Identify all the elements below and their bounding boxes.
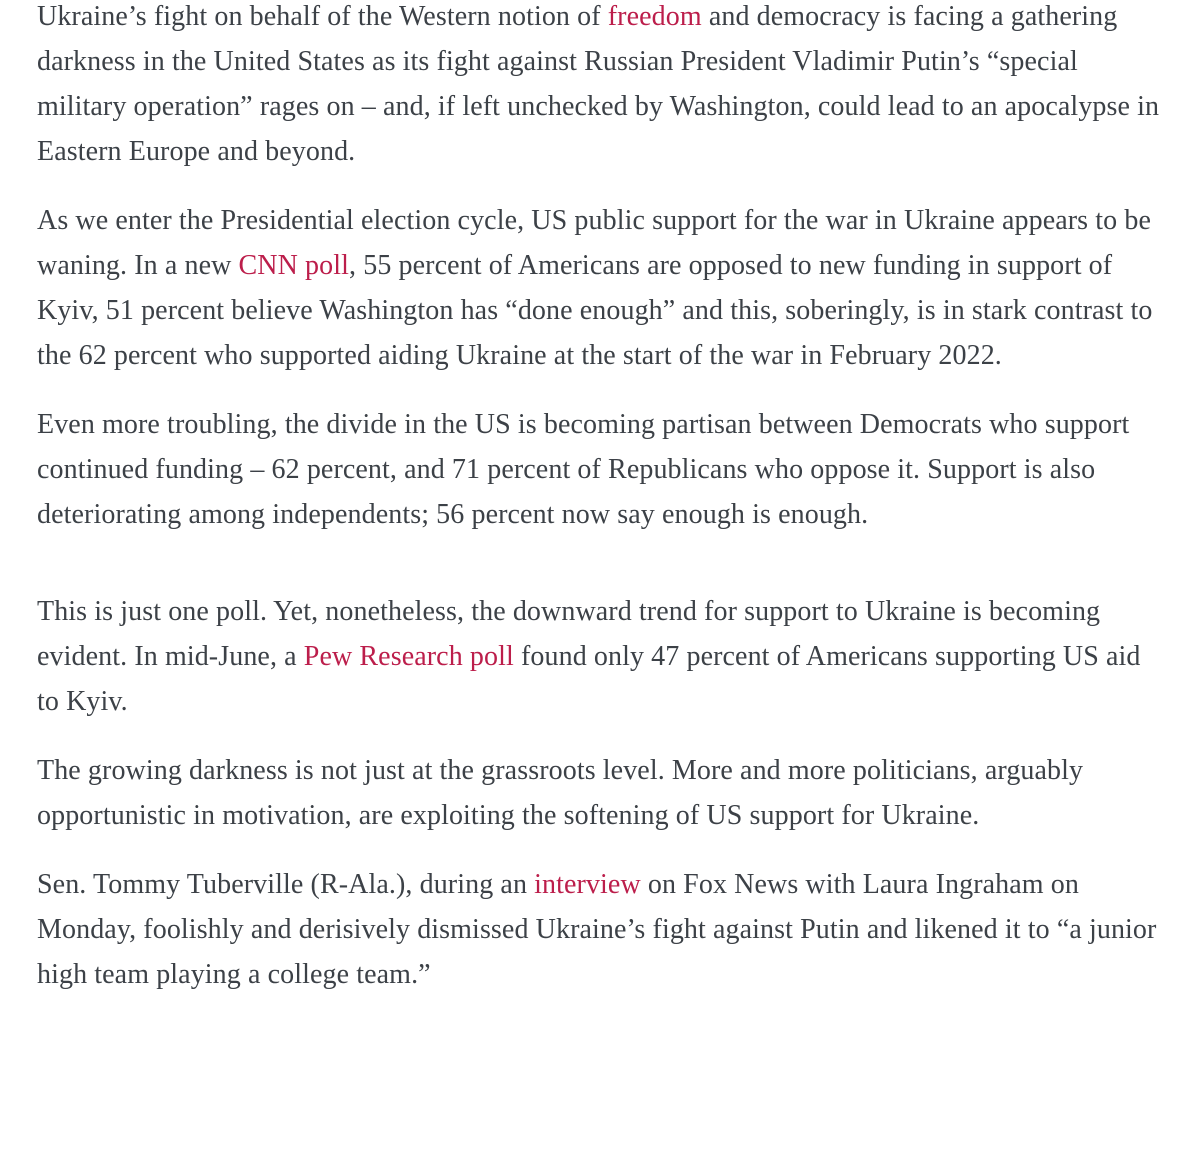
freedom-link[interactable]: freedom (607, 1, 702, 32)
paragraph: Sen. Tommy Tuberville (R-Ala.), during an interview on Fox News with Laura Ingraham on Monday, foolishly and derisively dismissed Ukraine’s fight against Putin and likened it to “a junior high team playing a college team.” (37, 869, 1157, 990)
paragraph: The growing darkness is not just at the grassroots level. More and more politicians, arguably opportunistic in motivation, are exploiting the softening of US support for Ukraine. (37, 755, 1084, 831)
paragraph: This is just one poll. Yet, nonetheless, the downward trend for support to Ukraine is becoming evident. In mid-June, a Pew Research poll found only 47 percent of Americans supporting US aid to Kyiv. (37, 596, 1141, 717)
interview-link[interactable]: interview (534, 869, 641, 900)
paragraph: Even more troubling, the divide in the US is becoming partisan between Democrats who support continued funding – 62 percent, and 71 percent of Republicans who oppose it. Support is also deteriorating among independents; 56 percent now say enough is enough. (37, 409, 1130, 530)
paragraph: Ukraine’s fight on behalf of the Western notion of freedom and democracy is facing a gathering darkness in the United States as its fight against Russian President Vladimir Putin’s “special military operation” rages on – and, if left unchecked by Washington, could lead to an apocalypse in Eastern Europe and beyond. (37, 1, 1160, 167)
cnn-poll-link[interactable]: CNN poll (238, 250, 350, 281)
pew-research-poll-link[interactable]: Pew Research poll (303, 641, 514, 672)
paragraph: As we enter the Presidential election cycle, US public support for the war in Ukraine appears to be waning. In a new CNN poll, 55 percent of Americans are opposed to new funding in support of Kyiv, 51 percent believe Washington has “done enough” and this, soberingly, is in stark contrast to the 62 percent who supported aiding Ukraine at the start of the war in February 2022. (37, 205, 1153, 371)
article-paragraphs (37, 0, 1163, 997)
